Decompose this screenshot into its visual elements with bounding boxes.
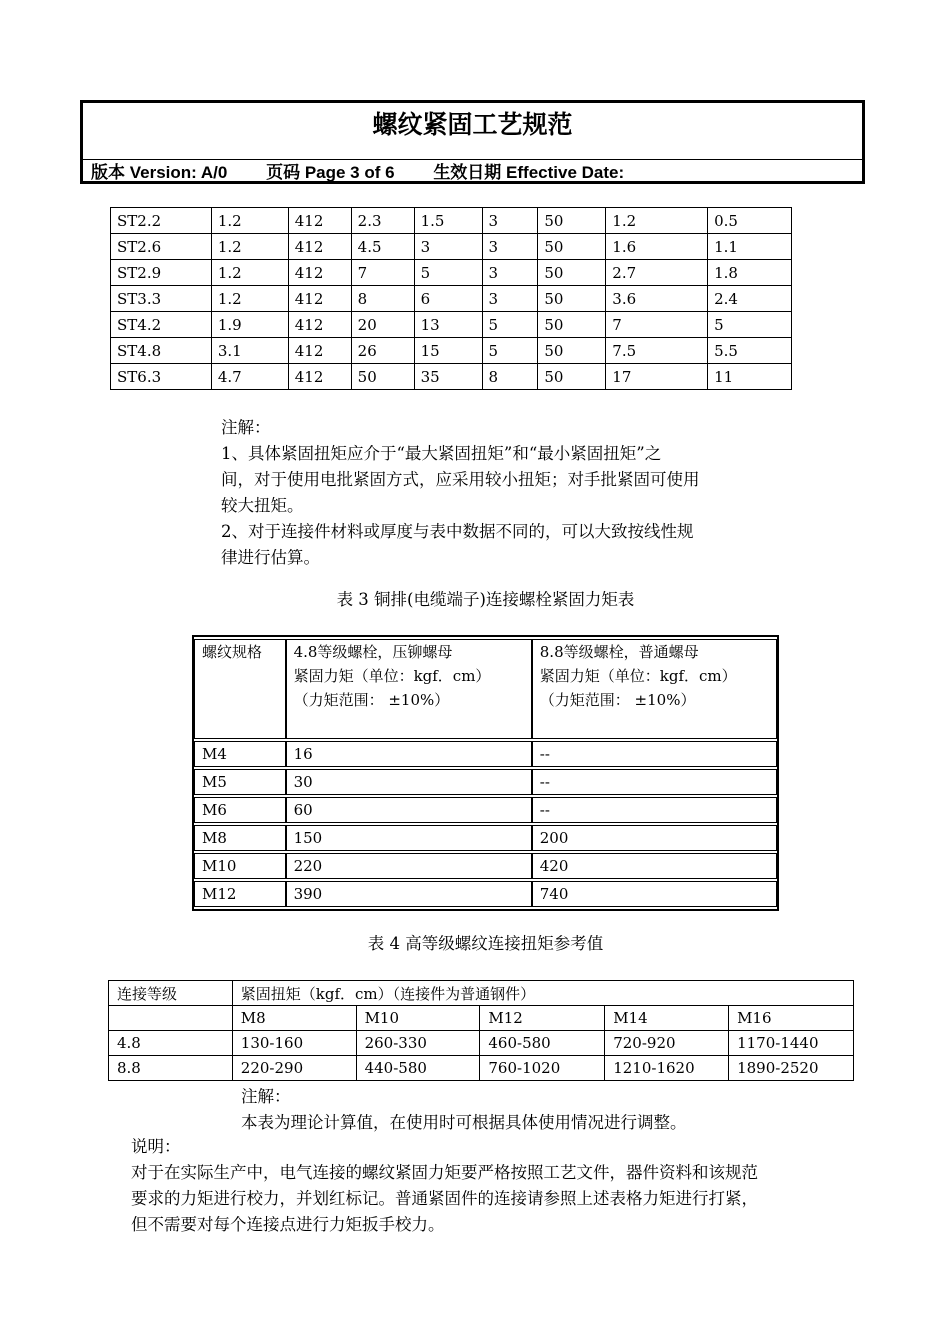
torque-header: 紧固扭矩（kgf．cm）（连接件为普通钢件） bbox=[232, 981, 853, 1006]
table-cell: 720-920 bbox=[605, 1031, 729, 1056]
table-cell: 2.7 bbox=[606, 260, 708, 286]
document-title: 螺纹紧固工艺规范 bbox=[372, 110, 573, 139]
table-cell: 1890-2520 bbox=[729, 1056, 854, 1081]
table-cell: 50 bbox=[538, 312, 606, 338]
table-cell: 50 bbox=[538, 208, 606, 234]
table-cell: ST2.2 bbox=[111, 208, 212, 234]
table-cell: M12 bbox=[194, 881, 286, 907]
table-cell: M5 bbox=[194, 769, 286, 795]
table-cell: 460-580 bbox=[480, 1031, 605, 1056]
table-cell: ST4.2 bbox=[111, 312, 212, 338]
table-cell: 5.5 bbox=[708, 338, 792, 364]
table-cell: 5 bbox=[708, 312, 792, 338]
table-row bbox=[194, 741, 777, 767]
table-header-row bbox=[109, 981, 854, 1006]
table-cell: 8 bbox=[351, 286, 414, 312]
header-line: （力矩范围： ±10%） bbox=[293, 691, 450, 709]
table-cell: 0.5 bbox=[708, 208, 792, 234]
table-cell: 1.1 bbox=[708, 234, 792, 260]
self-tapping-screw-torque-table bbox=[110, 207, 792, 390]
table-cell: 3.1 bbox=[211, 338, 288, 364]
table-cell: M4 bbox=[194, 741, 286, 767]
table-cell: 1.2 bbox=[606, 208, 708, 234]
explanation-line: 对于在实际生产中，电气连接的螺纹紧固力矩要严格按照工艺文件，器件资料和该规范 bbox=[131, 1163, 758, 1182]
header-line: 紧固力矩（单位：kgf．cm） bbox=[293, 667, 491, 685]
table-cell: 20 bbox=[351, 312, 414, 338]
size-header-row bbox=[109, 1006, 854, 1031]
table-cell: 4.7 bbox=[211, 364, 288, 390]
explanation-title: 说明： bbox=[131, 1137, 181, 1156]
table-cell: 1210-1620 bbox=[605, 1056, 729, 1081]
table-cell: 220-290 bbox=[232, 1056, 356, 1081]
table-cell: 26 bbox=[351, 338, 414, 364]
table-cell: 4.5 bbox=[351, 234, 414, 260]
table-cell: 16 bbox=[286, 741, 532, 767]
header-text: 螺纹规格 bbox=[202, 643, 263, 661]
note-1 bbox=[221, 415, 791, 571]
table-cell: 760-1020 bbox=[480, 1056, 605, 1081]
table-cell: -- bbox=[532, 797, 777, 823]
note-2 bbox=[241, 1084, 841, 1136]
table-cell: 1170-1440 bbox=[729, 1031, 854, 1056]
table-cell: M10 bbox=[194, 853, 286, 879]
table-cell: 4.8 bbox=[109, 1031, 233, 1056]
header-divider bbox=[83, 159, 862, 160]
size-header: M16 bbox=[729, 1006, 854, 1031]
table-cell: 1.5 bbox=[414, 208, 482, 234]
table-cell: 3 bbox=[482, 260, 538, 286]
copper-bar-bolt-torque-table bbox=[192, 635, 779, 911]
note-1-line: 间，对于使用电批紧固方式，应采用较小扭矩；对手批紧固可使用 bbox=[221, 470, 700, 489]
table-4-caption: 表 4 高等级螺纹连接扭矩参考值 bbox=[367, 934, 604, 953]
header-line: 8.8等级螺栓，普通螺母 bbox=[539, 643, 699, 661]
table-cell: 8 bbox=[482, 364, 538, 390]
table-row bbox=[111, 286, 792, 312]
header-line: （力矩范围： ±10%） bbox=[539, 691, 696, 709]
table-cell: 412 bbox=[288, 338, 351, 364]
table-cell: 15 bbox=[414, 338, 482, 364]
table-row bbox=[194, 769, 777, 795]
table-row bbox=[111, 234, 792, 260]
table-cell: 412 bbox=[288, 312, 351, 338]
table-cell: ST6.3 bbox=[111, 364, 212, 390]
table-cell: 11 bbox=[708, 364, 792, 390]
thread-spec-header bbox=[194, 639, 286, 739]
table-cell: 7 bbox=[606, 312, 708, 338]
table-cell: 200 bbox=[532, 825, 777, 851]
table-row bbox=[109, 1031, 854, 1056]
table-cell: 35 bbox=[414, 364, 482, 390]
table-cell: 5 bbox=[482, 338, 538, 364]
size-header: M10 bbox=[356, 1006, 480, 1031]
table-cell: 1.6 bbox=[606, 234, 708, 260]
table-cell: 5 bbox=[482, 312, 538, 338]
note-1-line: 较大扭矩。 bbox=[221, 496, 304, 515]
table-cell: 17 bbox=[606, 364, 708, 390]
table-cell: ST2.9 bbox=[111, 260, 212, 286]
table-cell: 1.2 bbox=[211, 286, 288, 312]
table-cell: ST2.6 bbox=[111, 234, 212, 260]
table-cell: 390 bbox=[286, 881, 532, 907]
table-cell: 3 bbox=[482, 286, 538, 312]
table-cell: 5 bbox=[414, 260, 482, 286]
high-grade-torque-table bbox=[108, 980, 854, 1081]
table-cell: 60 bbox=[286, 797, 532, 823]
table-cell: 1.9 bbox=[211, 312, 288, 338]
table-row bbox=[194, 825, 777, 851]
table-cell: 3 bbox=[414, 234, 482, 260]
table-cell: 440-580 bbox=[356, 1056, 480, 1081]
version-label: 版本 Version: A/0 bbox=[91, 163, 228, 182]
table-cell: 50 bbox=[538, 234, 606, 260]
table-row bbox=[194, 797, 777, 823]
explanation bbox=[131, 1134, 871, 1238]
table-cell: 50 bbox=[538, 286, 606, 312]
note-1-line: 2、对于连接件材料或厚度与表中数据不同的，可以大致按线性规 bbox=[221, 522, 694, 541]
table-row bbox=[194, 881, 777, 907]
table-cell: 6 bbox=[414, 286, 482, 312]
table-cell: 8.8 bbox=[109, 1056, 233, 1081]
table-cell: 3 bbox=[482, 234, 538, 260]
size-header: M8 bbox=[232, 1006, 356, 1031]
table-cell: 412 bbox=[288, 208, 351, 234]
table-cell: 130-160 bbox=[232, 1031, 356, 1056]
table-cell: 260-330 bbox=[356, 1031, 480, 1056]
note-1-line: 律进行估算。 bbox=[221, 548, 320, 567]
size-header: M12 bbox=[480, 1006, 605, 1031]
table-cell: 1.2 bbox=[211, 234, 288, 260]
table-cell: 412 bbox=[288, 286, 351, 312]
table-cell: 2.3 bbox=[351, 208, 414, 234]
table-cell: 50 bbox=[351, 364, 414, 390]
header-line: 紧固力矩（单位：kgf．cm） bbox=[539, 667, 737, 685]
table-3-caption: 表 3 铜排(电缆端子)连接螺栓紧固力矩表 bbox=[336, 590, 635, 609]
table-row bbox=[109, 1056, 854, 1081]
table-cell: 740 bbox=[532, 881, 777, 907]
table-cell: ST4.8 bbox=[111, 338, 212, 364]
table-row bbox=[111, 208, 792, 234]
table-cell: 3.6 bbox=[606, 286, 708, 312]
table-cell: 13 bbox=[414, 312, 482, 338]
table-row bbox=[111, 312, 792, 338]
table-cell: ST3.3 bbox=[111, 286, 212, 312]
effective-date: 生效日期 Effective Date: bbox=[433, 163, 625, 182]
table-cell: 1.8 bbox=[708, 260, 792, 286]
header-meta bbox=[91, 161, 658, 185]
explanation-line: 但不需要对每个连接点进行力矩扳手校力。 bbox=[131, 1215, 445, 1234]
table-cell: 7.5 bbox=[606, 338, 708, 364]
table-cell: 420 bbox=[532, 853, 777, 879]
table-cell: M6 bbox=[194, 797, 286, 823]
table-row bbox=[111, 364, 792, 390]
note-1-title: 注解： bbox=[221, 418, 271, 437]
note-2-text: 本表为理论计算值，在使用时可根据具体使用情况进行调整。 bbox=[241, 1113, 687, 1132]
table-cell: -- bbox=[532, 741, 777, 767]
note-1-line: 1、具体紧固扭矩应介于“最大紧固扭矩”和“最小紧固扭矩”之 bbox=[221, 444, 662, 463]
table-cell: 412 bbox=[288, 234, 351, 260]
header-line: 4.8等级螺栓，压铆螺母 bbox=[293, 643, 453, 661]
document-header bbox=[80, 100, 865, 184]
table-cell: 1.2 bbox=[211, 260, 288, 286]
table-cell: 2.4 bbox=[708, 286, 792, 312]
table-cell: 220 bbox=[286, 853, 532, 879]
table-cell: 3 bbox=[482, 208, 538, 234]
note-2-title: 注解： bbox=[241, 1087, 291, 1106]
grade-4-8-header bbox=[286, 639, 532, 739]
grade-header: 连接等级 bbox=[109, 981, 233, 1006]
grade-8-8-header bbox=[532, 639, 777, 739]
table-cell: 1.2 bbox=[211, 208, 288, 234]
table-row bbox=[111, 260, 792, 286]
table-cell: 150 bbox=[286, 825, 532, 851]
table-row bbox=[111, 338, 792, 364]
explanation-line: 要求的力矩进行校力，并划红标记。普通紧固件的连接请参照上述表格力矩进行打紧， bbox=[131, 1189, 758, 1208]
page-number: 页码 Page 3 of 6 bbox=[266, 163, 395, 182]
table-cell: 50 bbox=[538, 260, 606, 286]
table-cell: -- bbox=[532, 769, 777, 795]
table-cell: 50 bbox=[538, 338, 606, 364]
table-cell: M8 bbox=[194, 825, 286, 851]
table-cell: 30 bbox=[286, 769, 532, 795]
table-cell: 412 bbox=[288, 260, 351, 286]
table-cell: 7 bbox=[351, 260, 414, 286]
table-cell: 412 bbox=[288, 364, 351, 390]
empty-cell bbox=[109, 1006, 233, 1031]
table-cell: 50 bbox=[538, 364, 606, 390]
table-header-row bbox=[194, 639, 777, 739]
table-row bbox=[194, 853, 777, 879]
size-header: M14 bbox=[605, 1006, 729, 1031]
